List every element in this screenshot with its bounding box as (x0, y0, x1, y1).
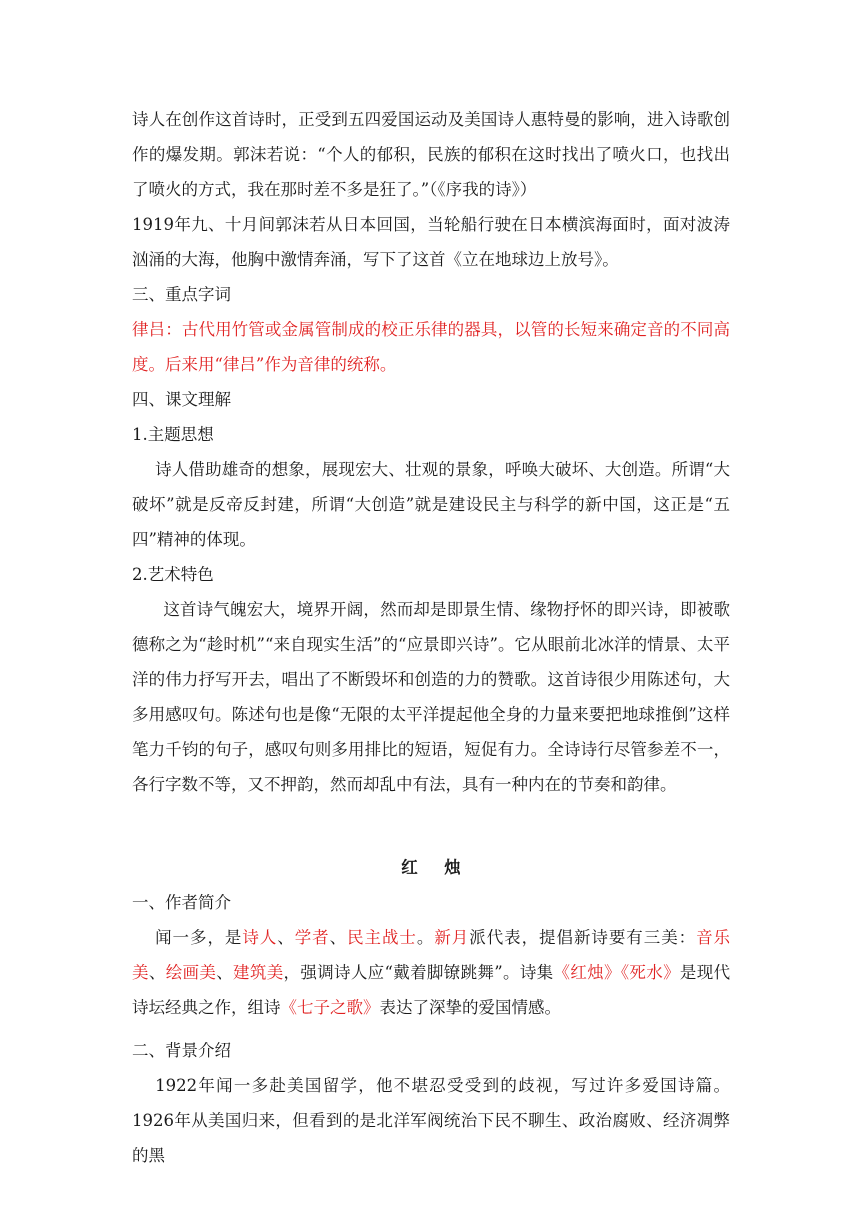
author-text: 是现代诗坛经典之作，组诗 (132, 963, 731, 1017)
author-highlight: 新月 (434, 928, 470, 947)
author-text: 表达了深挚的爱国情感。 (379, 998, 561, 1017)
author-highlight: 学者 (294, 928, 330, 947)
author-text: 、 (277, 928, 295, 947)
author-highlight: 《红烛》《死水》 (553, 963, 680, 982)
author-text: 派代表，提倡新诗要有三美： (469, 928, 697, 947)
heading-author-intro: 一、作者简介 (132, 893, 231, 912)
heading-background-intro: 二、背景介绍 (132, 1041, 231, 1060)
definition-lvlu: 律吕：古代用竹管或金属管制成的校正乐律的器具，以管的长短来确定音的不同高度。后来用“律吕”作为音律的统称。 (132, 320, 730, 374)
paragraph-background: 1919年九、十月间郭沫若从日本回国，当轮船行驶在日本横滨海面时，面对波涛汹涌的大海，他胸中激情奔涌，写下了这首《立在地球边上放号》。 (132, 215, 730, 269)
author-text: ，强调诗人应“戴着脚镣跳舞”。诗集 (283, 963, 554, 982)
author-highlight: 建筑美 (233, 963, 284, 982)
author-highlight: 民主战士 (347, 928, 417, 947)
paragraph-theme: 诗人借助雄奇的想象，展现宏大、壮观的景象，呼唤大破坏、大创造。所谓“大破坏”就是反帝反封建，所谓“大创造”就是建设民主与科学的新中国，这正是“五四”精神的体现。 (132, 460, 730, 549)
author-text: 、 (148, 963, 166, 982)
author-text: 、 (329, 928, 348, 947)
paragraph-background-2: 1922年闻一多赴美国留学，他不堪忍受受到的歧视，写过许多爱国诗篇。1926年从美国归来，但看到的是北洋军阀统治下民不聊生、政治腐败、经济凋弊的黑 (132, 1076, 730, 1165)
paragraph-author (132, 920, 730, 1025)
heading-text-understanding: 四、课文理解 (132, 390, 231, 409)
heading-key-words: 三、重点字词 (132, 285, 231, 304)
author-highlight: 《七子之歌》 (280, 998, 380, 1017)
author-highlight: 诗人 (242, 928, 278, 947)
paragraph-art: 这首诗气魄宏大，境界开阔，然而却是即景生情、缘物抒怀的即兴诗，即被歌德称之为“趁时机”“来自现实生活”的“应景即兴诗”。它从眼前北冰洋的情景、太平洋的伟力抒写开去，唱出了不断毁坏和创造的力的赞歌。这首诗很少用陈述句，大多用感叹句。陈述句也是像“无限的太平洋提起他全身的力量来要把地球推倒”这样笔力千钧的句子，感叹句则多用排比的短语，短促有力。全诗诗行尽管参差不一，各行字数不等，又不押韵，然而却乱中有法，具有一种内在的节奏和韵律。 (132, 600, 730, 794)
paragraph-context: 诗人在创作这首诗时，正受到五四爱国运动及美国诗人惠特曼的影响，进入诗歌创作的爆发期。郭沫若说：“个人的郁积，民族的郁积在这时找出了喷火口，也找出了喷火的方式，我在那时差不多是狂了。”（《序我的诗》） (132, 110, 730, 199)
author-text: 。 (416, 928, 435, 947)
subheading-theme: 1.主题思想 (132, 425, 214, 444)
author-highlight: 音乐美 (132, 928, 731, 982)
author-highlight: 绘画美 (165, 963, 217, 982)
author-text: 闻一多，是 (155, 928, 243, 947)
author-text: 、 (216, 963, 234, 982)
section-title: 红烛 (401, 858, 488, 877)
subheading-art: 2.艺术特色 (132, 565, 214, 584)
